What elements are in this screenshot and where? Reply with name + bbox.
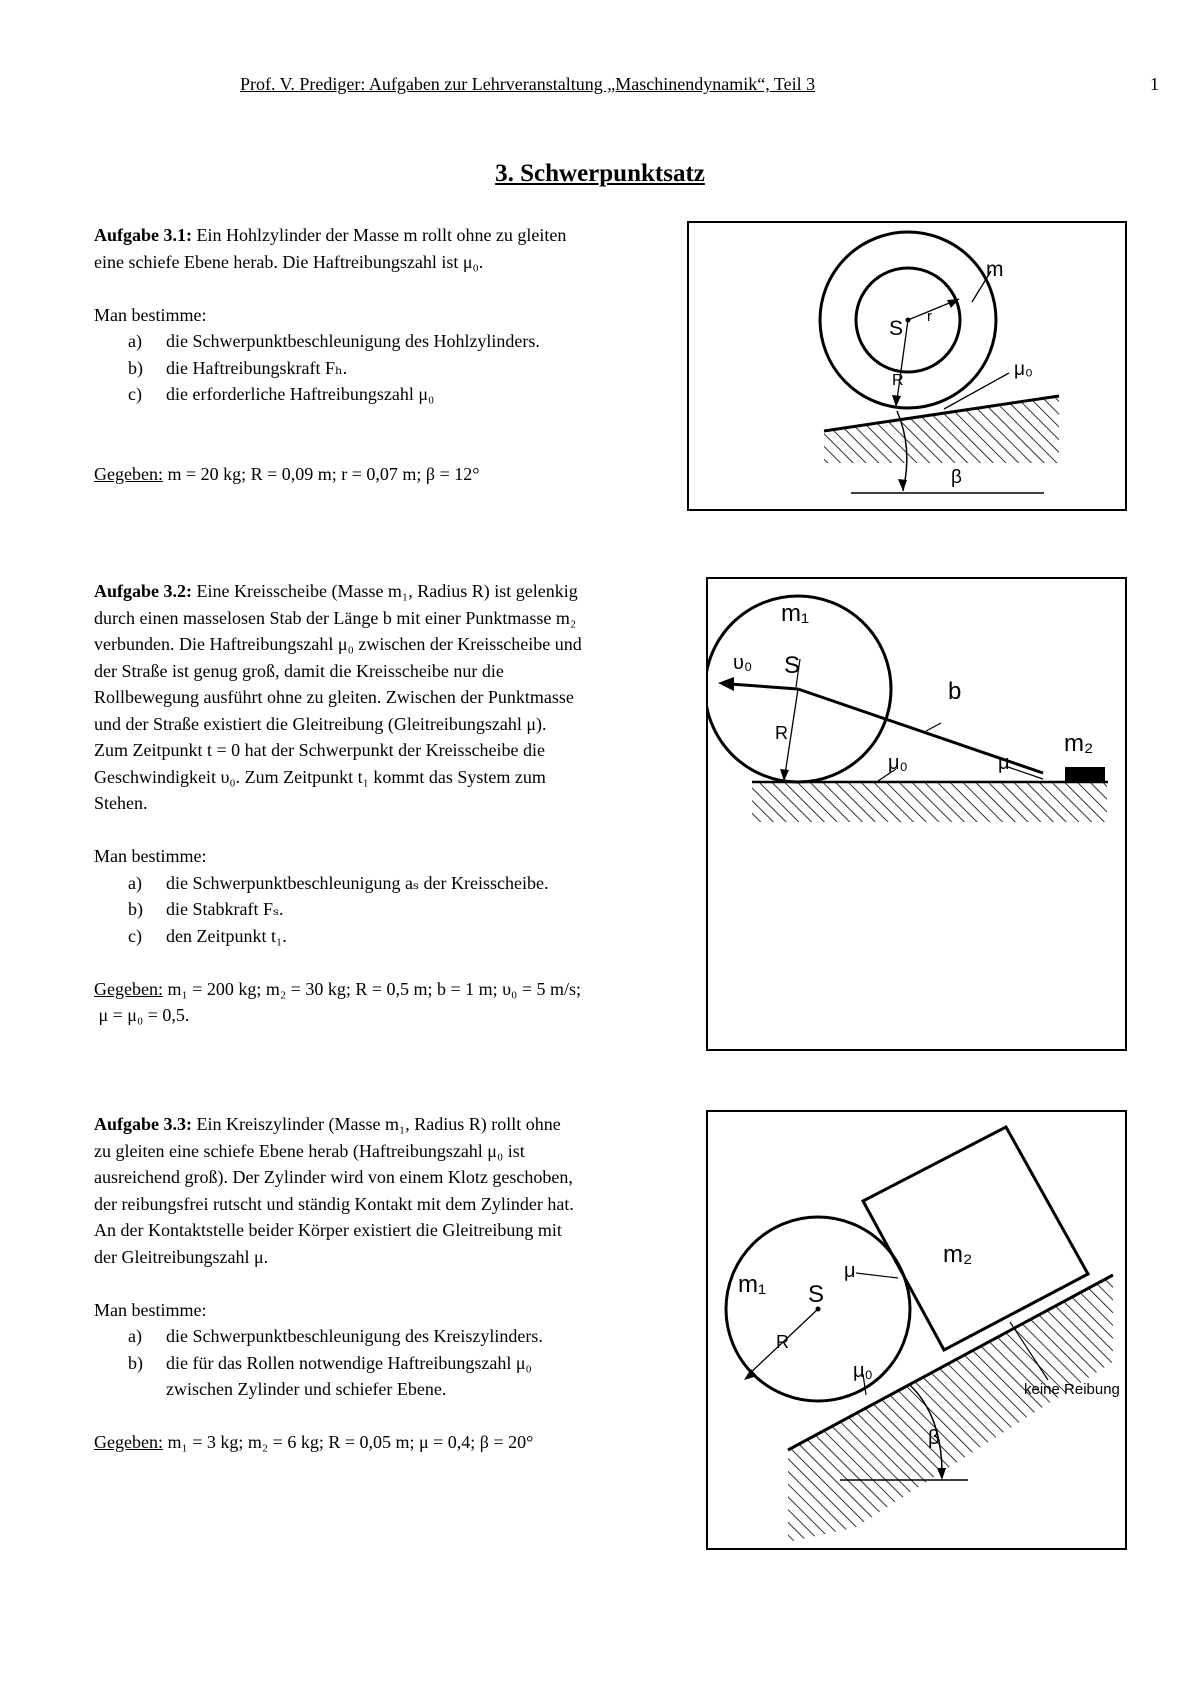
task-3-2 xyxy=(94,578,704,1029)
arrow-head xyxy=(744,1369,757,1380)
incline-hatching xyxy=(824,396,1059,463)
friction-coefficient-label: μ₀ xyxy=(1014,359,1033,380)
given-values: Gegeben: m₁ = 3 kg; m₂ = 6 kg; R = 0,05 m; μ = 0,4; β = 20° xyxy=(94,1432,534,1452)
cylinder-block-incline-diagram xyxy=(708,1112,1125,1548)
question-item: a) die Schwerpunktbeschleunigung des Kreiszylinders. xyxy=(128,1326,543,1346)
ground-hatching xyxy=(752,782,1107,822)
angle-label: β xyxy=(928,1427,940,1449)
task-3-1 xyxy=(94,222,684,487)
question-item: c) den Zeitpunkt t₁. xyxy=(128,925,287,946)
angle-label: β xyxy=(951,467,962,488)
question-item: zwischen Zylinder und schiefer Ebene. xyxy=(166,1379,447,1399)
task-ask: Man bestimme: xyxy=(94,846,207,866)
task-line: durch einen masselosen Stab der Länge b mit einer Punktmasse m₂ xyxy=(94,607,577,628)
arrow-head xyxy=(718,677,734,691)
disk-mass-label: m₁ xyxy=(781,600,810,627)
task-intro: Aufgabe 3.3: Ein Kreiszylinder (Masse m₁, Radius R) rollt ohne xyxy=(94,1114,561,1134)
given-values-2: μ = μ₀ = 0,5. xyxy=(98,1005,190,1025)
task-line: Stehen. xyxy=(94,793,148,813)
question-item: b) die Stabkraft Fₛ. xyxy=(128,899,284,919)
velocity-label: υ₀ xyxy=(733,652,753,674)
task-line: zu gleiten eine schiefe Ebene herab (Haftreibungszahl μ₀ ist xyxy=(94,1140,525,1161)
inner-radius-label: r xyxy=(927,308,932,325)
cylinder-mass-label: m₁ xyxy=(738,1271,767,1298)
task-heading: Aufgabe 3.1: xyxy=(94,225,192,245)
task-line: und der Straße existiert die Gleitreibung (Gleitreibungszahl μ). xyxy=(94,713,547,734)
no-friction-label: keine Reibung xyxy=(1024,1381,1120,1398)
task-intro: Aufgabe 3.2: Eine Kreisscheibe (Masse m₁, Radius R) ist gelenkig xyxy=(94,581,578,601)
static-friction-label: μ₀ xyxy=(888,752,908,774)
task-3-3 xyxy=(94,1111,694,1456)
outer-radius-label: R xyxy=(892,372,904,389)
question-item: c) die erforderliche Haftreibungszahl μ₀ xyxy=(128,384,435,404)
task-ask: Man bestimme: xyxy=(94,304,207,325)
question-list xyxy=(94,328,684,408)
task-line: der Gleitreibungszahl μ. xyxy=(94,1246,269,1267)
arrow-head xyxy=(892,395,901,407)
page-number: 1 xyxy=(1150,74,1159,94)
centroid-label: S xyxy=(808,1281,825,1308)
figure-3-2 xyxy=(706,577,1127,1051)
given-values: Gegeben: m₁ = 200 kg; m₂ = 30 kg; R = 0,5 m; b = 1 m; υ₀ = 5 m/s; xyxy=(94,978,581,999)
task-line: Rollbewegung ausführt ohne zu gleiten. Zwischen der Punktmasse xyxy=(94,687,574,707)
task-heading: Aufgabe 3.2: xyxy=(94,581,192,601)
task-heading: Aufgabe 3.3: xyxy=(94,1114,192,1134)
page-title: 3. Schwerpunktsatz xyxy=(495,160,705,187)
centroid-label: S xyxy=(784,652,801,679)
task-line: der reibungsfrei rutscht und ständig Kontakt mit dem Zylinder hat. xyxy=(94,1193,574,1214)
figure-3-3 xyxy=(706,1110,1127,1550)
leader-line xyxy=(856,1273,898,1278)
centroid-point xyxy=(906,318,911,323)
task-line: An der Kontaktstelle beider Körper existiert die Gleitreibung mit xyxy=(94,1220,562,1240)
arrow-head xyxy=(898,479,907,491)
task-line: Geschwindigkeit υ₀. Zum Zeitpunkt t₁ kommt das System zum xyxy=(94,766,546,787)
static-friction-label: μ₀ xyxy=(853,1360,873,1382)
question-list xyxy=(94,1323,694,1403)
task-line: Zum Zeitpunkt t = 0 hat der Schwerpunkt der Kreisscheibe die xyxy=(94,740,546,760)
task-intro: Aufgabe 3.1: Ein Hohlzylinder der Masse m rollt ohne zu gleiten xyxy=(94,225,567,245)
question-item: a) die Schwerpunktbeschleunigung aₛ der Kreisscheibe. xyxy=(128,872,549,893)
figure-3-1 xyxy=(687,221,1127,511)
incline-hatching xyxy=(788,1275,1113,1542)
task-line: der Straße ist genug groß, damit die Kreisscheibe nur die xyxy=(94,660,504,681)
velocity-vector xyxy=(730,684,798,689)
question-item: b) die für das Rollen notwendige Haftreibungszahl μ₀ xyxy=(128,1352,532,1373)
task-line: ausreichend groß). Der Zylinder wird von einem Klotz geschoben, xyxy=(94,1167,573,1187)
task-line: verbunden. Die Haftreibungszahl μ₀ zwischen der Kreisscheibe und xyxy=(94,634,582,654)
mass-label: m xyxy=(986,258,1004,281)
hollow-cylinder-diagram xyxy=(689,223,1125,509)
sliding-friction-label: μ xyxy=(998,752,1010,774)
block-mass-label: m₂ xyxy=(943,1241,973,1268)
rod-label: b xyxy=(948,678,962,705)
leader-line xyxy=(926,723,941,731)
given-values: Gegeben: m = 20 kg; R = 0,09 m; r = 0,07 m; β = 12° xyxy=(94,463,480,484)
radius-label: R xyxy=(775,723,788,743)
radius-label: R xyxy=(776,1332,789,1352)
leader-line xyxy=(1008,767,1043,779)
centroid-label: S xyxy=(889,317,904,340)
sliding-friction-label: μ xyxy=(844,1260,856,1282)
point-mass-label: m₂ xyxy=(1064,730,1094,757)
question-item: b) die Haftreibungskraft Fₕ. xyxy=(128,357,348,378)
task-ask: Man bestimme: xyxy=(94,1299,207,1320)
point-mass-m2 xyxy=(1065,767,1105,783)
task-line: eine schiefe Ebene herab. Die Haftreibungszahl ist μ₀. xyxy=(94,251,484,272)
header-text: Prof. V. Prediger: Aufgaben zur Lehrveranstaltung „Maschinendynamik“, Teil 3 xyxy=(240,74,816,94)
disk-rod-mass-diagram xyxy=(708,579,1125,1049)
question-list xyxy=(94,870,704,950)
question-item: a) die Schwerpunktbeschleunigung des Hohlzylinders. xyxy=(128,331,540,351)
